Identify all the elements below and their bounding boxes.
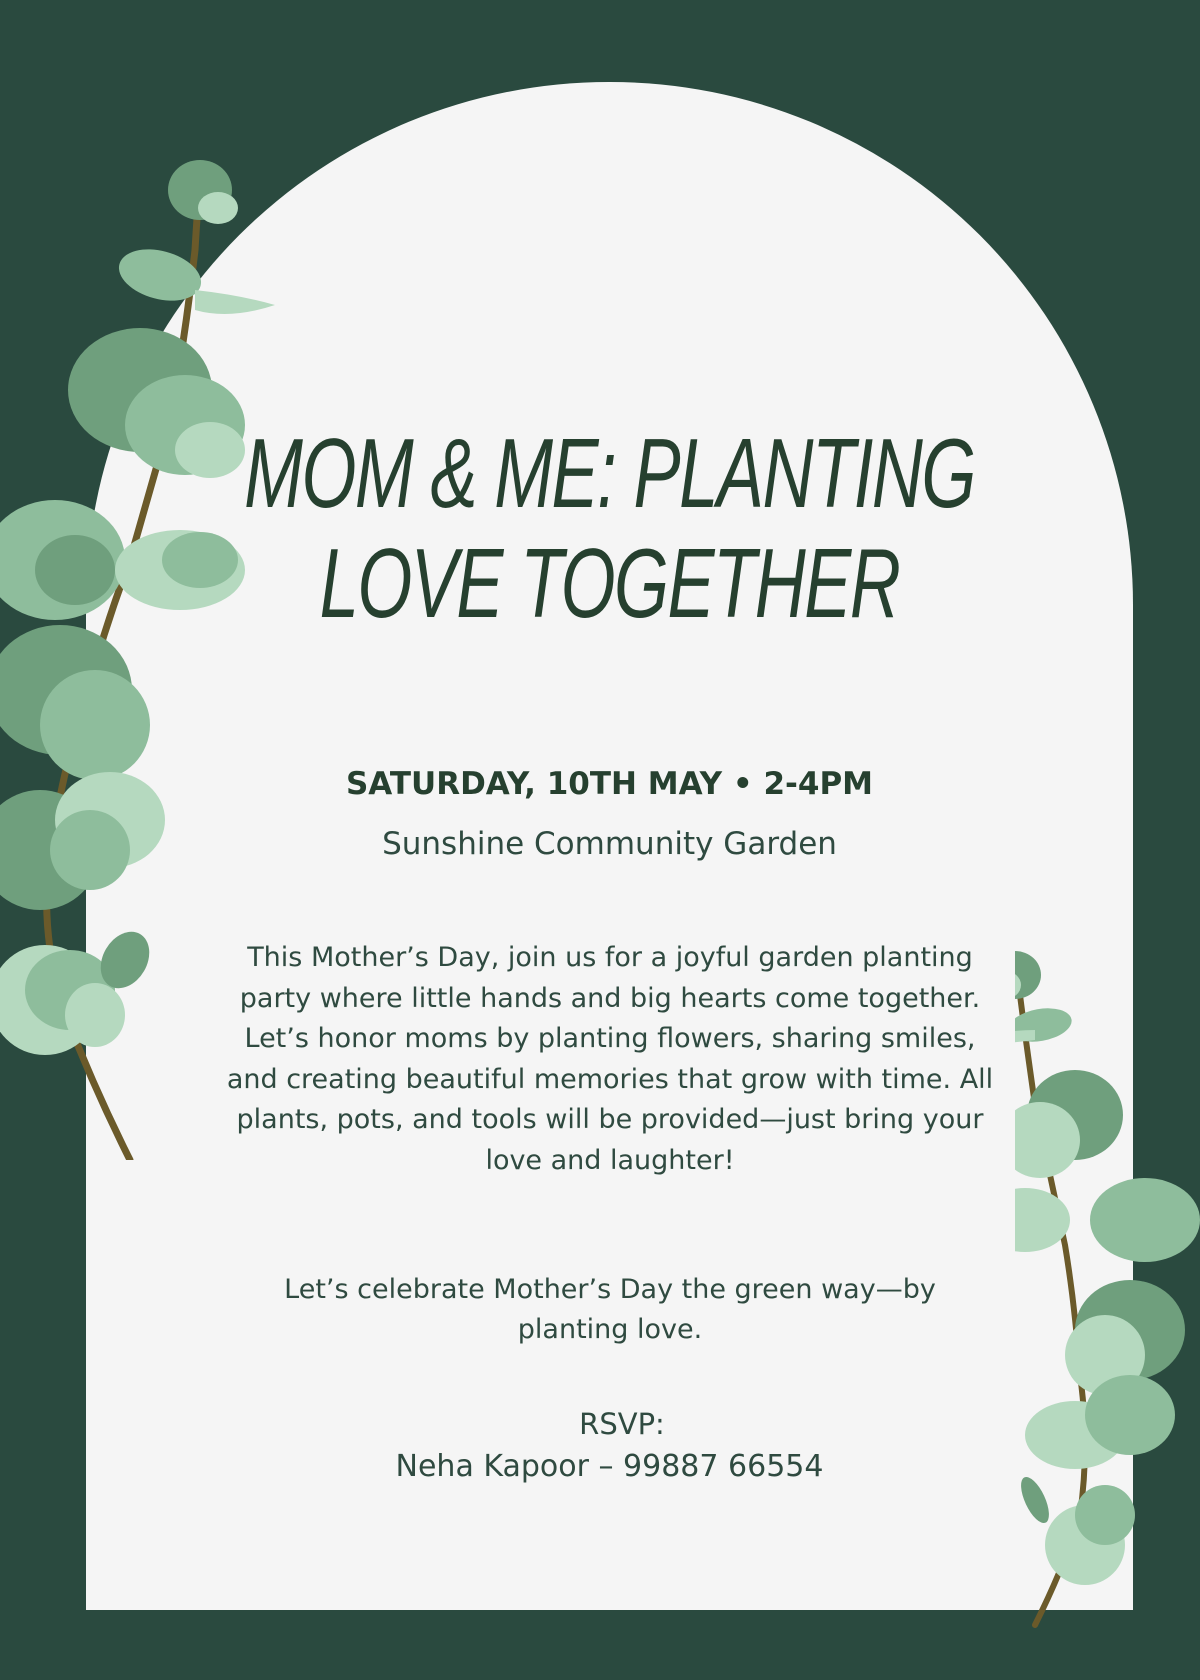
- event-title-line-1: MOM & ME: PLANTING: [244, 418, 975, 528]
- event-date-time: SATURDAY, 10TH MAY • 2-4PM: [345, 766, 874, 802]
- rsvp-label: RSVP:: [579, 1407, 665, 1441]
- event-description: This Mother’s Day, join us for a joyful garden planting party where little hands and big hearts come together. Let’s honor moms by planting flowers, sharing smiles, and creating beautiful memories that grow with time. All plants, pots, and tools will be provided—just bring your love and laughter!: [226, 942, 994, 1176]
- rsvp-contact: Neha Kapoor – 99887 66554: [395, 1449, 824, 1484]
- event-title: [233, 418, 987, 638]
- event-venue: Sunshine Community Garden: [382, 826, 837, 862]
- event-title-line-2: LOVE TOGETHER: [319, 528, 900, 638]
- event-tagline: Let’s celebrate Mother’s Day the green way—by planting love.: [284, 1274, 936, 1345]
- eucalyptus-branch-right-icon: [1015, 945, 1200, 1635]
